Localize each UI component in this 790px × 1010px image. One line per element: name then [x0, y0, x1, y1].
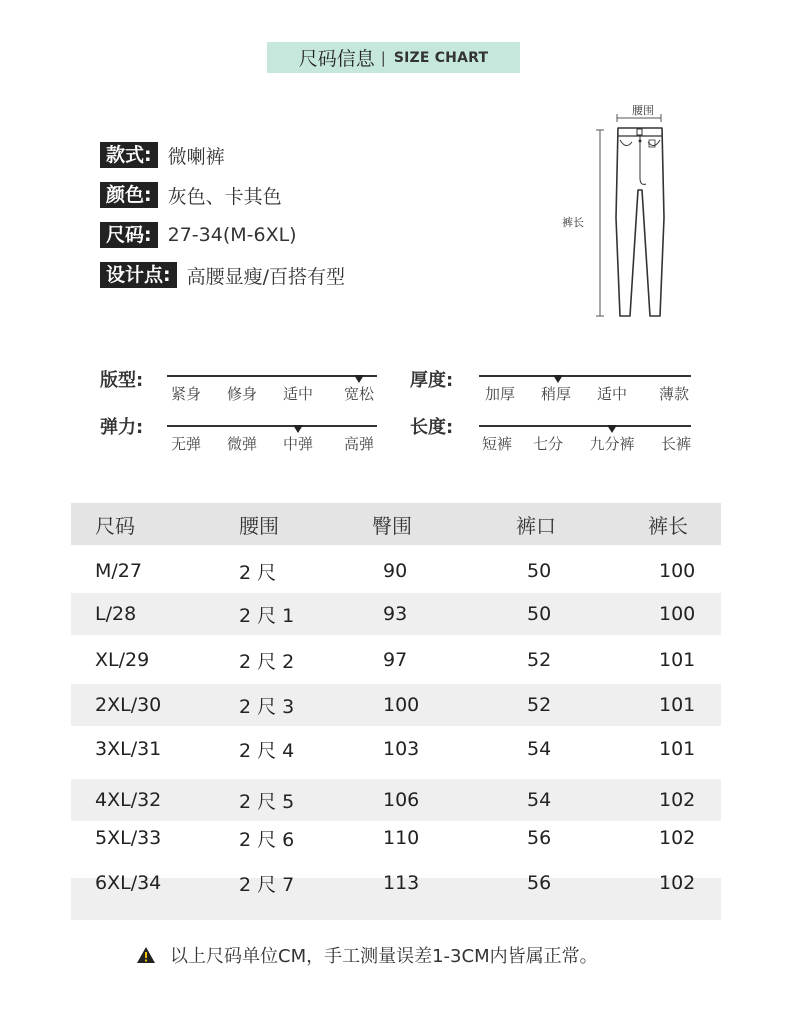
scale-option: 适中: [282, 385, 314, 403]
scale-option: 短裤: [481, 435, 513, 453]
cell-size: M/27: [95, 560, 142, 582]
info-label: 设计点:: [100, 262, 177, 288]
cell-hem: 56: [527, 872, 552, 894]
cell-hip: 97: [383, 649, 408, 671]
info-row-design: [100, 261, 345, 289]
cell-size: 2XL/30: [95, 694, 162, 716]
scale-marker-stretch: [293, 425, 303, 433]
table-header-length: 裤长: [648, 513, 688, 538]
cell-size: L/28: [95, 603, 137, 625]
pants-outline-icon: [560, 98, 690, 328]
cell-hem: 56: [527, 827, 552, 849]
info-value: 微喇裤: [167, 145, 225, 168]
info-label: 颜色:: [100, 182, 158, 208]
scale-option: 中弹: [282, 435, 314, 453]
note-text: 以上尺码单位CM，手工测量误差1-3CM内皆属正常。: [170, 946, 598, 967]
scale-option: 加厚: [484, 385, 516, 403]
scale-option: 适中: [596, 385, 628, 403]
info-row-style: [100, 141, 225, 169]
cell-hip: 106: [383, 789, 420, 811]
info-value: 灰色、卡其色: [167, 185, 282, 208]
table-header-hem: 裤口: [516, 513, 556, 538]
cell-hem: 50: [527, 603, 552, 625]
cell-length: 102: [659, 872, 696, 894]
cell-waist: 2 尺 5: [239, 790, 295, 813]
scale-marker-fit: [354, 375, 364, 383]
scale-option: 稍厚: [540, 385, 572, 403]
scale-marker-length: [607, 425, 617, 433]
cell-size: 6XL/34: [95, 872, 162, 894]
cell-waist: 2 尺 6: [239, 828, 295, 851]
scale-label-thickness: 厚度:: [410, 370, 454, 391]
scale-option: 无弹: [170, 435, 202, 453]
header-separator: |: [380, 48, 386, 67]
cell-length: 101: [659, 738, 696, 760]
info-label: 尺码:: [100, 222, 158, 248]
cell-length: 100: [659, 603, 696, 625]
scale-label-stretch: 弹力:: [100, 417, 144, 438]
cell-hem: 52: [527, 649, 552, 671]
info-row-color: [100, 181, 282, 209]
cell-waist: 2 尺 2: [239, 650, 295, 673]
cell-length: 101: [659, 694, 696, 716]
cell-hem: 54: [527, 738, 552, 760]
scale-option: 微弹: [226, 435, 258, 453]
scale-option: 七分: [532, 435, 564, 453]
info-label: 款式:: [100, 142, 158, 168]
cell-waist: 2 尺 1: [239, 604, 295, 627]
cell-size: 3XL/31: [95, 738, 162, 760]
scale-line-length: [479, 425, 691, 427]
table-row: [71, 779, 721, 821]
table-row: [71, 550, 721, 592]
table-header-row: [71, 503, 721, 545]
cell-waist: 2 尺 4: [239, 739, 295, 762]
cell-length: 102: [659, 827, 696, 849]
table-row: [71, 684, 721, 726]
header-title-cn: 尺码信息: [298, 48, 375, 70]
cell-size: 4XL/32: [95, 789, 162, 811]
scale-option: 宽松: [343, 385, 375, 403]
info-row-size: [100, 221, 297, 249]
table-header-hip: 臀围: [372, 513, 412, 538]
table-row: [71, 817, 721, 859]
scale-label-length: 长度:: [410, 417, 454, 438]
table-row: [71, 639, 721, 681]
pants-diagram: [560, 98, 690, 328]
cell-waist: 2 尺 3: [239, 695, 295, 718]
diagram-waist-label: 腰围: [632, 104, 654, 117]
scale-marker-thickness: [553, 375, 563, 383]
cell-hem: 54: [527, 789, 552, 811]
table-header-size: 尺码: [95, 513, 135, 538]
cell-hem: 50: [527, 560, 552, 582]
size-chart-header: [267, 42, 520, 73]
info-value: 高腰显瘦/百搭有型: [186, 265, 346, 288]
cell-hip: 90: [383, 560, 408, 582]
cell-size: XL/29: [95, 649, 150, 671]
cell-waist: 2 尺: [239, 561, 277, 584]
warning-icon: [136, 946, 156, 964]
measurement-note: [136, 942, 598, 968]
cell-length: 101: [659, 649, 696, 671]
cell-waist: 2 尺 7: [239, 873, 295, 896]
scale-label-fit: 版型:: [100, 370, 144, 391]
cell-hip: 93: [383, 603, 408, 625]
header-title-en: SIZE CHART: [393, 49, 489, 66]
scale-line-thickness: [479, 375, 691, 377]
cell-size: 5XL/33: [95, 827, 162, 849]
table-row: [71, 728, 721, 770]
table-row: [71, 593, 721, 635]
scale-option: 高弹: [343, 435, 375, 453]
table-header-waist: 腰围: [239, 513, 279, 538]
scale-option: 紧身: [170, 385, 202, 403]
scale-option: 九分裤: [589, 435, 635, 453]
scale-line-stretch: [167, 425, 377, 427]
scale-option: 长裤: [660, 435, 692, 453]
cell-hip: 103: [383, 738, 420, 760]
scale-option: 修身: [226, 385, 258, 403]
scale-line-fit: [167, 375, 377, 377]
cell-hip: 100: [383, 694, 420, 716]
cell-length: 100: [659, 560, 696, 582]
diagram-length-label: 裤长: [562, 216, 584, 229]
info-value: 27-34(M-6XL): [167, 224, 297, 246]
cell-hip: 110: [383, 827, 420, 849]
cell-hip: 113: [383, 872, 420, 894]
cell-hem: 52: [527, 694, 552, 716]
scale-option: 薄款: [658, 385, 690, 403]
cell-length: 102: [659, 789, 696, 811]
table-row: [71, 872, 721, 920]
